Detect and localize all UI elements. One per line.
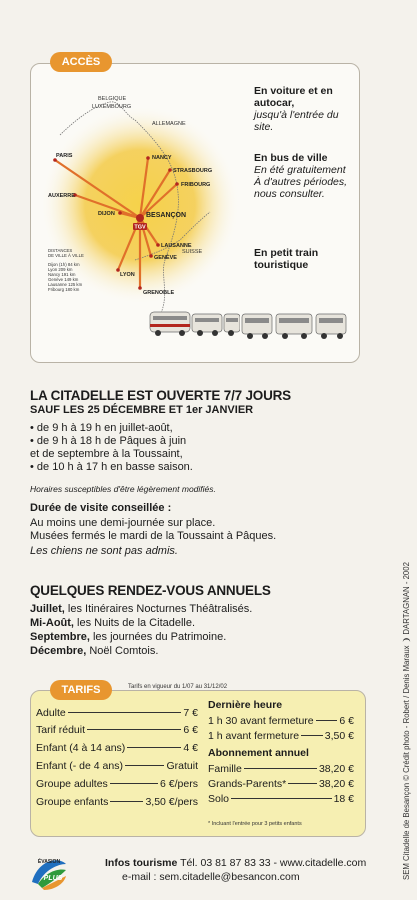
- footer-email: e-mail : sem.citadelle@besancon.com: [122, 871, 300, 883]
- hours-note: Horaires susceptibles d'être légèrement modifiés.: [30, 484, 216, 494]
- price-row: Enfant (- de 4 ans) Gratuit: [36, 760, 198, 772]
- tarifs-label: TARIFS: [50, 680, 112, 700]
- acces-label: ACCÈS: [50, 52, 112, 72]
- city-nancy: NANCY: [152, 155, 172, 161]
- price-row: 1 h 30 avant fermeture 6 €: [208, 715, 354, 727]
- access-train: En petit train touristique: [254, 247, 319, 271]
- hours-line: • de 9 h à 18 h de Pâques à juin: [30, 435, 187, 447]
- svg-text:Dijon (1h) 84 km: Dijon (1h) 84 km: [48, 262, 80, 267]
- access-car: En voiture et en autocar, jusqu'à l'entrée du site.: [254, 85, 339, 133]
- tourist-train-image: [150, 312, 240, 336]
- city-grenoble: GRENOBLE: [143, 290, 175, 296]
- city-auxerre: AUXERRE: [48, 193, 75, 199]
- tarifs-validity: Tarifs en vigueur du 1/07 au 31/12/02: [128, 684, 228, 690]
- price-row: Tarif réduit 6 €: [36, 724, 198, 736]
- city-geneve: GENÈVE: [154, 255, 177, 261]
- price-row: Groupe adultes 6 €/pers: [36, 778, 198, 790]
- hours-subtitle: SAUF LES 25 DÉCEMBRE ET 1er JANVIER: [30, 404, 254, 416]
- last-hour-title: Dernière heure: [208, 699, 283, 711]
- svg-text:Genève 149 km: Genève 149 km: [48, 277, 79, 282]
- photo-credit: SEM Citadelle de Besançon © Crédit photo - Robert / Denis Maraux ❩ DARTAGNAN - 2002: [402, 562, 411, 880]
- duration-title: Durée de visite conseillée :: [30, 502, 172, 514]
- city-besancon: BESANÇON: [146, 212, 187, 219]
- svg-text:DE VILLE À VILLE: DE VILLE À VILLE: [48, 253, 84, 258]
- svg-text:Nancy 191 km: Nancy 191 km: [48, 272, 76, 277]
- city-paris: PARIS: [56, 153, 73, 159]
- svg-text:ÉVASION: ÉVASION: [37, 859, 61, 865]
- hours-line: • de 9 h à 19 h en juillet-août,: [30, 422, 173, 434]
- tgv-label: TGV: [134, 224, 146, 231]
- price-row: Solo 18 €: [208, 793, 354, 805]
- event-item: Mi-Août, les Nuits de la Citadelle.: [30, 617, 196, 629]
- access-map: [40, 80, 240, 340]
- price-row: 1 h avant fermeture 3,50 €: [208, 730, 354, 742]
- svg-text:Fribourg 180 km: Fribourg 180 km: [48, 287, 80, 292]
- city-fribourg: FRIBOURG: [181, 182, 211, 188]
- city-dijon: DIJON: [98, 211, 115, 217]
- region-luxembourg: LUXEMBOURG: [92, 104, 132, 110]
- annual-title: Abonnement annuel: [208, 747, 309, 759]
- price-row: Groupe enfants 3,50 €/pers: [36, 796, 198, 808]
- duration-line: Musées fermés le mardi de la Toussaint à Pâques.: [30, 530, 277, 542]
- evasion-plus-logo: [28, 850, 70, 892]
- region-belgique: BELGIQUE: [98, 96, 127, 102]
- region-suisse: SUISSE: [182, 249, 203, 255]
- train-cars-image: [240, 310, 350, 346]
- dogs-notice: Les chiens ne sont pas admis.: [30, 545, 178, 557]
- price-row: Enfant (4 à 14 ans) 4 €: [36, 742, 198, 754]
- footer-info: Infos tourisme Tél. 03 81 87 83 33 - www.citadelle.com: [105, 857, 367, 869]
- event-item: Décembre, Noël Comtois.: [30, 645, 159, 657]
- price-row: Adulte 7 €: [36, 707, 198, 719]
- hours-line: • de 10 h à 17 h en basse saison.: [30, 461, 193, 473]
- price-row: Famille 38,20 €: [208, 763, 354, 775]
- duration-line: Au moins une demi-journée sur place.: [30, 517, 216, 529]
- event-item: Juillet, les Itinéraires Nocturnes Théâtralisés.: [30, 603, 253, 615]
- region-allemagne: ALLEMAGNE: [152, 121, 186, 127]
- city-lausanne: LAUSANNE: [161, 243, 192, 249]
- price-row: Grands-Parents* 38,20 €: [208, 778, 354, 790]
- hours-title: LA CITADELLE EST OUVERTE 7/7 JOURS: [30, 388, 291, 403]
- svg-text:DISTANCES: DISTANCES: [48, 248, 73, 253]
- city-lyon: LYON: [120, 272, 135, 278]
- hours-line: et de septembre à la Toussaint,: [30, 448, 183, 460]
- event-item: Septembre, les journées du Patrimoine.: [30, 631, 227, 643]
- annual-note: * Incluant l'entrée pour 3 petits enfants: [208, 821, 302, 827]
- svg-text:Lyon 209 km: Lyon 209 km: [48, 267, 73, 272]
- svg-text:PLUS: PLUS: [43, 875, 63, 882]
- access-bus: En bus de ville En été gratuitement À d'autres périodes, nous consulter.: [254, 152, 348, 200]
- events-title: QUELQUES RENDEZ-VOUS ANNUELS: [30, 583, 271, 598]
- svg-text:Lausanne 125 km: Lausanne 125 km: [48, 282, 83, 287]
- city-strasbourg: STRASBOURG: [173, 168, 213, 174]
